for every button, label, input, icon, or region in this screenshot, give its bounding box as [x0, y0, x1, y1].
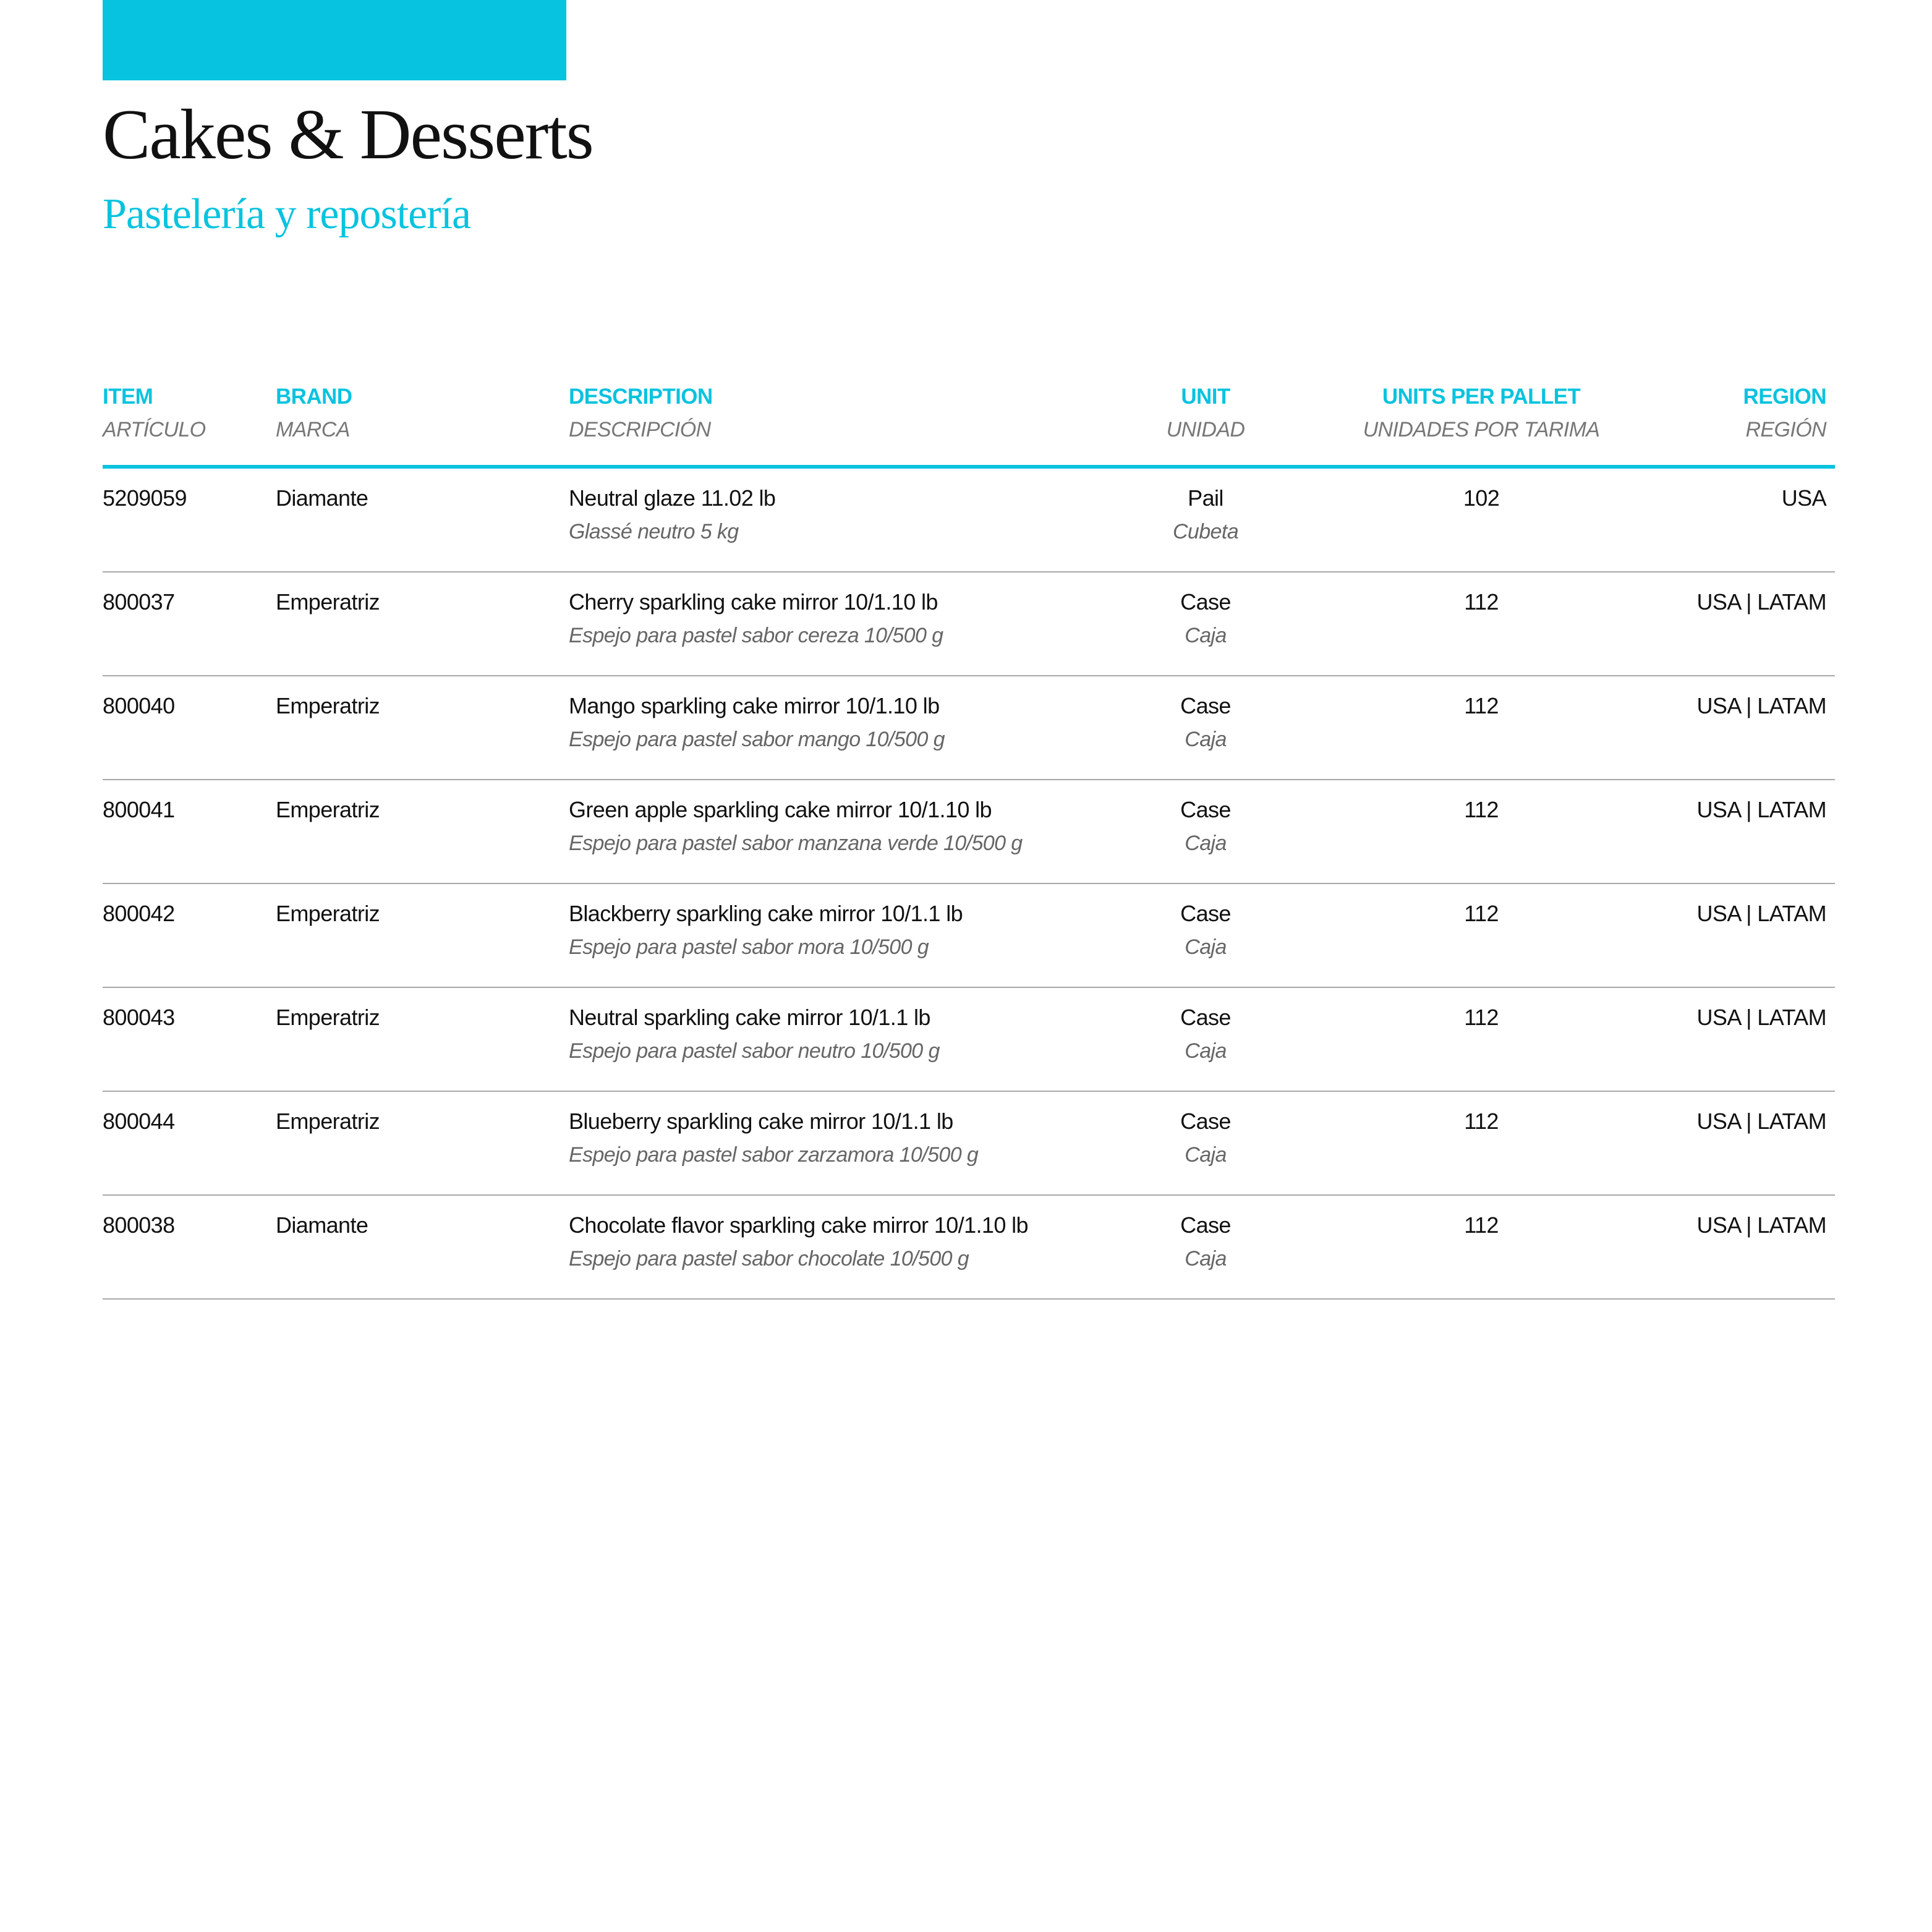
item-number-text: 800043	[103, 1005, 175, 1030]
unit	[1144, 695, 1267, 750]
header-brand-en: BRAND	[276, 385, 352, 409]
page-title: Cakes & Desserts	[103, 95, 593, 174]
item-number-text: 800044	[103, 1109, 175, 1134]
item-number	[103, 695, 175, 717]
unit-en: Pail	[1188, 485, 1223, 511]
description-es: Espejo para pastel sabor manzana verde 10/500 g	[569, 832, 1023, 855]
description-es: Espejo para pastel sabor mango 10/500 g	[569, 728, 945, 751]
item-number	[103, 799, 175, 821]
description	[569, 487, 775, 542]
header-pallet-en: UNITS PER PALLET	[1382, 385, 1581, 409]
header-unit	[1144, 386, 1267, 440]
description-es: Espejo para pastel sabor zarzamora 10/500 g	[569, 1143, 979, 1167]
brand-text: Emperatriz	[276, 1109, 380, 1134]
page-subtitle: Pastelería y repostería	[103, 190, 471, 238]
brand-text: Emperatriz	[276, 901, 380, 926]
units-per-pallet	[1358, 591, 1605, 613]
description-en: Neutral glaze 11.02 lb	[569, 485, 776, 511]
item-number	[103, 487, 187, 509]
header-unit-es: UNIDAD	[1166, 418, 1245, 441]
units-per-pallet-text: 112	[1464, 589, 1499, 615]
unit	[1144, 1006, 1267, 1062]
units-per-pallet	[1358, 695, 1605, 717]
region	[1697, 799, 1826, 821]
brand-text: Diamante	[276, 1212, 368, 1238]
region	[1697, 1006, 1826, 1029]
table-row	[103, 676, 1835, 780]
brand-text: Emperatriz	[276, 589, 380, 615]
units-per-pallet	[1358, 1214, 1605, 1236]
unit	[1144, 487, 1267, 542]
unit-en: Case	[1180, 693, 1231, 718]
header-brand	[276, 386, 352, 440]
item-number-text: 800037	[103, 589, 175, 615]
brand	[276, 487, 368, 509]
description-en: Cherry sparkling cake mirror 10/1.10 lb	[569, 589, 938, 615]
units-per-pallet	[1358, 903, 1605, 925]
header-brand-es: MARCA	[276, 418, 350, 441]
item-number	[103, 1006, 175, 1029]
table-row	[103, 572, 1835, 676]
brand	[276, 591, 380, 613]
region-text: USA | LATAM	[1696, 797, 1826, 822]
unit-en: Case	[1180, 797, 1231, 822]
header-accent-bar	[103, 0, 566, 80]
units-per-pallet-text: 112	[1464, 797, 1499, 822]
units-per-pallet-text: 102	[1463, 485, 1500, 511]
units-per-pallet	[1358, 799, 1605, 821]
description-en: Green apple sparkling cake mirror 10/1.10 lb	[569, 797, 992, 822]
region-text: USA | LATAM	[1696, 1005, 1826, 1030]
table-row	[103, 780, 1835, 884]
header-item-en: ITEM	[103, 385, 153, 409]
table-row	[103, 469, 1835, 572]
unit-es: Caja	[1185, 1143, 1227, 1167]
table-row	[103, 884, 1835, 988]
header-description-es: DESCRIPCIÓN	[569, 418, 711, 441]
region-text: USA	[1781, 485, 1826, 511]
description	[569, 591, 943, 646]
header-unit-en: UNIT	[1181, 385, 1230, 409]
units-per-pallet-text: 112	[1464, 1005, 1499, 1030]
header-item-es: ARTÍCULO	[103, 418, 206, 441]
item-number-text: 800042	[103, 901, 175, 926]
units-per-pallet-text: 112	[1464, 693, 1499, 718]
region	[1697, 1214, 1826, 1236]
region-text: USA | LATAM	[1696, 1212, 1826, 1238]
unit-es: Caja	[1185, 1247, 1227, 1270]
header-units-per-pallet	[1358, 386, 1605, 440]
unit-es: Caja	[1185, 935, 1227, 959]
region	[1697, 903, 1826, 925]
brand	[276, 695, 380, 717]
table-row	[103, 988, 1835, 1092]
description-en: Neutral sparkling cake mirror 10/1.1 lb	[569, 1005, 930, 1030]
brand-text: Emperatriz	[276, 693, 380, 718]
region	[1697, 695, 1826, 717]
description	[569, 1006, 940, 1062]
units-per-pallet	[1358, 487, 1605, 509]
unit-en: Case	[1180, 901, 1231, 926]
region	[1697, 1110, 1826, 1133]
unit	[1144, 1214, 1267, 1269]
description-en: Blackberry sparkling cake mirror 10/1.1 lb	[569, 901, 963, 926]
brand	[276, 799, 380, 821]
region-text: USA | LATAM	[1696, 589, 1826, 615]
unit	[1144, 1110, 1267, 1165]
item-number	[103, 591, 175, 613]
unit-en: Case	[1180, 1005, 1231, 1030]
region-text: USA | LATAM	[1696, 1109, 1826, 1134]
unit-es: Caja	[1185, 624, 1227, 647]
brand-text: Emperatriz	[276, 1005, 380, 1030]
header-description-en: DESCRIPTION	[569, 385, 713, 409]
item-number-text: 800041	[103, 797, 175, 822]
item-number	[103, 1110, 175, 1133]
description-es: Espejo para pastel sabor cereza 10/500 g	[569, 624, 943, 647]
header-description	[569, 386, 713, 440]
unit-en: Case	[1180, 1212, 1231, 1238]
table-header	[103, 383, 1835, 469]
units-per-pallet-text: 112	[1464, 1212, 1499, 1238]
unit	[1144, 903, 1267, 958]
table-row	[103, 1196, 1835, 1300]
region	[1782, 487, 1826, 509]
description-en: Chocolate flavor sparkling cake mirror 10/1.10 lb	[569, 1212, 1028, 1238]
unit-es: Caja	[1185, 728, 1227, 751]
item-number-text: 800038	[103, 1212, 175, 1238]
description-en: Blueberry sparkling cake mirror 10/1.1 lb	[569, 1109, 953, 1134]
description	[569, 903, 963, 958]
description-es: Espejo para pastel sabor mora 10/500 g	[569, 935, 929, 959]
brand	[276, 1110, 380, 1133]
brand	[276, 1214, 368, 1236]
unit	[1144, 799, 1267, 854]
description	[569, 695, 945, 750]
item-number	[103, 903, 175, 925]
units-per-pallet-text: 112	[1464, 901, 1499, 926]
brand	[276, 903, 380, 925]
table-row	[103, 1092, 1835, 1196]
description	[569, 799, 1023, 854]
header-item	[103, 386, 206, 440]
unit-en: Case	[1180, 1109, 1231, 1134]
unit	[1144, 591, 1267, 646]
brand-text: Diamante	[276, 485, 368, 511]
description-es: Glassé neutro 5 kg	[569, 520, 739, 543]
header-region-en: REGION	[1743, 385, 1826, 409]
description	[569, 1110, 978, 1165]
units-per-pallet	[1358, 1006, 1605, 1029]
item-number-text: 800040	[103, 693, 175, 718]
region-text: USA | LATAM	[1696, 901, 1826, 926]
units-per-pallet-text: 112	[1464, 1109, 1499, 1134]
units-per-pallet	[1358, 1110, 1605, 1133]
header-region-es: REGIÓN	[1745, 418, 1826, 441]
product-table	[103, 383, 1835, 1300]
item-number-text: 5209059	[103, 485, 187, 511]
region	[1697, 591, 1826, 613]
header-pallet-es: UNIDADES POR TARIMA	[1363, 418, 1600, 441]
unit-en: Case	[1180, 589, 1231, 615]
header-region	[1743, 386, 1826, 440]
brand-text: Emperatriz	[276, 797, 380, 822]
description	[569, 1214, 1028, 1269]
description-es: Espejo para pastel sabor chocolate 10/500 g	[569, 1247, 969, 1270]
item-number	[103, 1214, 175, 1236]
unit-es: Caja	[1185, 832, 1227, 855]
description-es: Espejo para pastel sabor neutro 10/500 g	[569, 1039, 940, 1063]
unit-es: Cubeta	[1172, 520, 1239, 543]
description-en: Mango sparkling cake mirror 10/1.10 lb	[569, 693, 940, 718]
region-text: USA | LATAM	[1696, 693, 1826, 718]
brand	[276, 1006, 380, 1029]
unit-es: Caja	[1185, 1039, 1227, 1063]
